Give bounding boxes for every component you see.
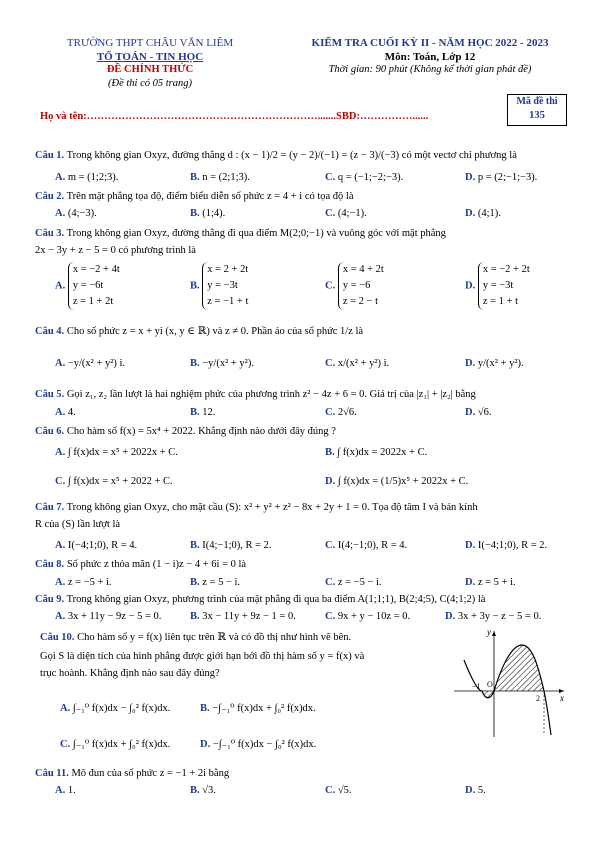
- option-text: z = −5 + i.: [67, 577, 112, 588]
- option-text: ∫ f(x)dx = x⁵ + 2022 + C.: [67, 476, 173, 487]
- shaded-region-positive: [494, 645, 544, 691]
- option-text: z = 5 + i.: [477, 577, 516, 588]
- question-label: Câu 5.: [35, 389, 65, 400]
- option-text: ∫₋₁⁰ f(x)dx − ∫₀² f(x)dx.: [72, 703, 171, 714]
- option-text: I(4;−1;0), R = 2.: [202, 540, 272, 551]
- question-11: [35, 768, 229, 779]
- tick-pos-label: 2: [536, 694, 540, 703]
- question-text: Cho số phức z = x + yi (x, y ∈ ℝ) và z ≠ 0. Phần ảo của số phức 1/z là: [66, 326, 364, 337]
- option-text: 9x + y − 10z = 0.: [337, 611, 411, 622]
- exam-code-value: 135: [529, 110, 545, 121]
- equation-system: [338, 262, 384, 310]
- option-label: D.: [445, 611, 458, 622]
- option-b: [190, 785, 216, 796]
- option-a: [55, 172, 118, 183]
- option-d: [465, 577, 516, 588]
- option-label: B.: [190, 540, 203, 551]
- option-text: (4;−3).: [67, 208, 97, 219]
- question-8: [35, 559, 246, 570]
- option-label: A.: [60, 703, 73, 714]
- option-a: [55, 611, 161, 622]
- option-a: [60, 702, 170, 714]
- option-d: [465, 785, 486, 796]
- option-c: [60, 738, 170, 750]
- equation-line: y = −3t: [207, 280, 238, 291]
- option-label: A.: [55, 540, 68, 551]
- exam-title: KIỂM TRA CUỐI KỲ II - NĂM HỌC 2022 - 2023: [311, 37, 549, 49]
- option-label: A.: [55, 208, 68, 219]
- question-text: Số phức z thỏa mãn (1 − i)z − 4 + 6i = 0 là: [66, 559, 247, 570]
- question-7-line-2: R của (S) lần lượt là: [35, 519, 121, 530]
- school-name: TRƯỜNG THPT CHÂU VĂN LIÊM: [66, 37, 234, 49]
- option-b: [190, 172, 250, 183]
- option-c: [325, 262, 384, 310]
- option-text: I(−4;1;0), R = 2.: [477, 540, 548, 551]
- option-label: D.: [465, 280, 476, 292]
- exam-code-box: [507, 94, 567, 126]
- option-text: I(−4;1;0), R = 4.: [67, 540, 138, 551]
- option-label: D.: [465, 358, 478, 369]
- option-label: A.: [55, 577, 68, 588]
- option-label: D.: [465, 407, 478, 418]
- equation-line: y = −6t: [72, 280, 104, 291]
- question-label: Câu 10.: [40, 632, 75, 643]
- question-text: Mô đun của số phức z = −1 + 2i bằng: [71, 768, 230, 779]
- question-text: Trong không gian Oxyz, đường thẳng đi qua điểm M(2;0;−1) và vuông góc với mặt phẳng: [66, 228, 446, 239]
- option-text: q = (−1;−2;−3).: [337, 172, 404, 183]
- option-label: B.: [190, 577, 203, 588]
- department-name: TỔ TOÁN - TIN HỌC: [96, 51, 204, 63]
- origin-label: O: [487, 680, 493, 689]
- equation-line: z = 2 − t: [342, 296, 379, 307]
- equation-system: [202, 262, 248, 310]
- option-b: [325, 447, 427, 458]
- option-label: D.: [465, 785, 478, 796]
- question-6: [35, 426, 336, 437]
- option-text: y/(x² + y²).: [477, 358, 524, 369]
- option-text: (1;4).: [202, 208, 226, 219]
- equation-line: y = −3t: [482, 280, 514, 291]
- option-text: √3.: [202, 785, 216, 796]
- option-label: B.: [190, 280, 200, 292]
- option-d: [465, 208, 501, 219]
- equation-line: x = −2 + 2t: [482, 264, 530, 275]
- option-text: m = (1;2;3).: [67, 172, 119, 183]
- option-text: 3x + 3y − z − 5 = 0.: [457, 611, 542, 622]
- option-text: 12.: [202, 407, 216, 418]
- option-c: [55, 476, 173, 487]
- equation-system: [68, 262, 120, 310]
- page-count: (Đề thi có 05 trang): [108, 78, 192, 89]
- option-c: [325, 208, 367, 219]
- option-label: B.: [190, 208, 203, 219]
- option-text: ∫ f(x)dx = x⁵ + 2022x + C.: [67, 447, 178, 458]
- question-2: [35, 191, 354, 202]
- option-label: A.: [55, 447, 68, 458]
- equation-line: x = 4 + 2t: [342, 264, 384, 275]
- option-label: B.: [190, 785, 203, 796]
- option-a: [55, 577, 112, 588]
- equation-line: z = −1 + t: [207, 296, 249, 307]
- question-text: Cho hàm số y = f(x) liên tục trên ℝ và có đồ thị như hình vẽ bên.: [77, 632, 352, 643]
- option-text: 1.: [67, 785, 76, 796]
- option-label: A.: [55, 407, 68, 418]
- question-label: Câu 11.: [35, 768, 69, 779]
- option-label: A.: [55, 172, 68, 183]
- question-7: [35, 502, 478, 513]
- option-label: D.: [325, 476, 338, 487]
- question-label: Câu 2.: [35, 191, 65, 202]
- option-text: 5.: [477, 785, 486, 796]
- option-a: [55, 785, 76, 796]
- option-label: C.: [325, 358, 338, 369]
- question-label: Câu 8.: [35, 559, 65, 570]
- option-a: [55, 358, 125, 369]
- option-d: [465, 358, 524, 369]
- option-label: D.: [200, 739, 213, 750]
- name-sbd-line: Họ và tên:………………………………………………………….......SBD:……………......: [40, 111, 429, 122]
- option-text: 4.: [67, 407, 76, 418]
- option-label: D.: [465, 540, 478, 551]
- option-label: D.: [465, 208, 478, 219]
- official-label: ĐỀ CHÍNH THỨC: [106, 64, 194, 75]
- option-a: [55, 262, 120, 310]
- option-text: (4;1).: [477, 208, 501, 219]
- question-4: [35, 325, 363, 337]
- option-d: [445, 611, 541, 622]
- option-label: B.: [190, 407, 203, 418]
- option-label: D.: [465, 172, 478, 183]
- option-d: [465, 262, 530, 310]
- option-text: ∫ f(x)dx = (1/5)x⁵ + 2022x + C.: [337, 476, 469, 487]
- question-label: Câu 9.: [35, 594, 65, 605]
- question-3-line-2: 2x − 3y + z − 5 = 0 có phương trình là: [35, 245, 196, 256]
- option-label: A.: [55, 611, 68, 622]
- question-text: Trên mặt phẳng tọa độ, điểm biểu diễn số phức z = 4 + i có tọa độ là: [66, 191, 354, 202]
- question-3: [35, 228, 446, 239]
- option-label: B.: [200, 703, 213, 714]
- option-c: [325, 577, 382, 588]
- option-label: A.: [55, 358, 68, 369]
- question-10-line-3: trục hoành. Khẳng định nào sau đây đúng?: [40, 668, 220, 679]
- question-label: Câu 3.: [35, 228, 65, 239]
- option-b: [190, 577, 240, 588]
- option-text: p = (2;−1;−3).: [477, 172, 538, 183]
- option-label: D.: [465, 577, 478, 588]
- option-d: [200, 738, 316, 750]
- question-10: [40, 631, 351, 643]
- function-graph: [452, 625, 570, 740]
- option-label: A.: [55, 785, 68, 796]
- option-label: C.: [325, 540, 338, 551]
- option-c: [325, 611, 410, 622]
- equation-line: x = 2 + 2t: [207, 264, 249, 275]
- option-label: C.: [325, 577, 338, 588]
- option-a: [55, 407, 76, 418]
- option-text: x/(x² + y²) i.: [337, 358, 390, 369]
- option-label: C.: [325, 172, 338, 183]
- option-label: C.: [325, 280, 336, 292]
- option-b: [190, 358, 254, 369]
- option-c: [325, 540, 407, 551]
- option-text: √5.: [337, 785, 352, 796]
- question-label: Câu 1.: [35, 150, 65, 161]
- option-text: I(4;−1;0), R = 4.: [337, 540, 408, 551]
- option-text: ∫₋₁⁰ f(x)dx + ∫₀² f(x)dx.: [72, 739, 171, 750]
- x-axis-label: x: [560, 693, 564, 703]
- question-text: Trong không gian Oxyz, cho mặt cầu (S): x² + y² + z² − 8x + 2y + 1 = 0. Tọa độ tâm I và bán kính: [66, 502, 478, 513]
- option-text: −∫₋₁⁰ f(x)dx − ∫₀² f(x)dx.: [212, 739, 317, 750]
- option-label: C.: [325, 407, 338, 418]
- equation-system: [478, 262, 530, 310]
- tick-neg-label: −1: [472, 682, 481, 691]
- option-b: [190, 262, 248, 310]
- question-9: [35, 594, 485, 605]
- option-d: [465, 172, 537, 183]
- option-a: [55, 447, 178, 458]
- question-text: Cho hàm số f(x) = 5x⁴ + 2022. Khẳng định nào dưới đây đúng ?: [66, 426, 336, 437]
- option-c: [325, 785, 351, 796]
- option-label: A.: [55, 280, 66, 292]
- option-text: −y/(x² + y²).: [202, 358, 254, 369]
- option-c: [325, 407, 357, 418]
- question-label: Câu 7.: [35, 502, 65, 513]
- option-label: C.: [55, 476, 68, 487]
- option-d: [465, 407, 491, 418]
- question-text: Trong không gian Oxyz, phương trình của mặt phẳng đi qua ba điểm A(1;1;1), B(2;4;5), C(4;1;2) là: [66, 594, 486, 605]
- option-b: [190, 407, 215, 418]
- option-text: z = −5 − i.: [337, 577, 382, 588]
- question-label: Câu 6.: [35, 426, 65, 437]
- option-b: [190, 540, 272, 551]
- option-a: [55, 540, 137, 551]
- option-d: [325, 476, 468, 487]
- option-text: 2√6.: [337, 407, 357, 418]
- option-text: −y/(x² + y²) i.: [67, 358, 126, 369]
- option-b: [200, 702, 316, 714]
- option-label: B.: [190, 358, 203, 369]
- option-a: [55, 208, 97, 219]
- option-label: B.: [190, 611, 203, 622]
- equation-line: z = 1 + t: [482, 296, 519, 307]
- option-b: [190, 611, 296, 622]
- option-label: B.: [325, 447, 338, 458]
- option-label: C.: [325, 208, 338, 219]
- option-text: (4;−1).: [337, 208, 367, 219]
- option-text: n = (2;1;3).: [202, 172, 250, 183]
- option-text: z = 5 − i.: [202, 577, 241, 588]
- option-c: [325, 358, 389, 369]
- question-10-line-2: Gọi S là diện tích của hình phẳng được giới hạn bởi đồ thị hàm số y = f(x) và: [40, 651, 365, 662]
- equation-line: x = −2 + 4t: [72, 264, 120, 275]
- equation-line: y = −6: [342, 280, 371, 291]
- option-label: B.: [190, 172, 203, 183]
- option-label: C.: [325, 785, 338, 796]
- option-label: C.: [325, 611, 338, 622]
- option-text: √6.: [477, 407, 492, 418]
- question-5: [35, 389, 476, 400]
- option-label: C.: [60, 739, 73, 750]
- exam-time: Thời gian: 90 phút (Không kể thời gian phát đề): [328, 64, 532, 75]
- option-text: 3x − 11y + 9z − 1 = 0.: [202, 611, 296, 622]
- question-text: Trong không gian Oxyz, đường thẳng d : (x − 1)/2 = (y − 2)/(−1) = (z − 3)/(−3) có một vectơ chỉ phương là: [66, 150, 517, 161]
- question-label: Câu 4.: [35, 326, 65, 337]
- option-text: −∫₋₁⁰ f(x)dx + ∫₀² f(x)dx.: [212, 703, 316, 714]
- option-d: [465, 540, 547, 551]
- option-text: ∫ f(x)dx = 2022x + C.: [337, 447, 428, 458]
- option-b: [190, 208, 225, 219]
- option-text: 3x + 11y − 9z − 5 = 0.: [67, 611, 162, 622]
- option-c: [325, 172, 403, 183]
- exam-code-label: Mã đề thi: [516, 96, 558, 107]
- exam-subject: Môn: Toán, Lớp 12: [384, 51, 476, 63]
- question-text: Gọi z₁, z₂ lần lượt là hai nghiệm phức của phương trình z² − 4z + 6 = 0. Giá trị của |z₁| + |z₂| bằng: [66, 389, 476, 400]
- y-axis-label: y: [487, 627, 491, 637]
- equation-line: z = 1 + 2t: [72, 296, 114, 307]
- question-1: [35, 150, 517, 161]
